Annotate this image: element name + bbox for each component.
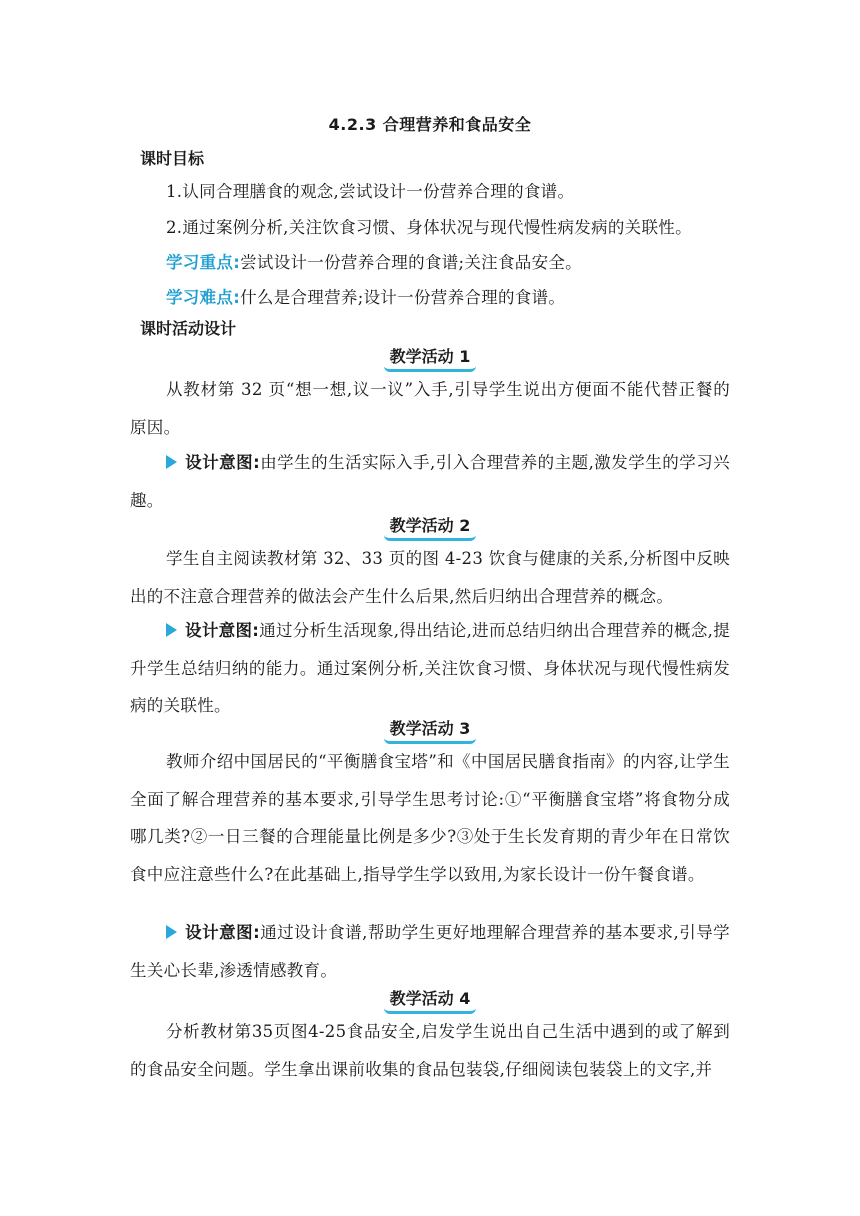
activity-label: 教学活动 4 bbox=[384, 986, 477, 1014]
goal-item: 1.认同合理膳食的观念,尝试设计一份营养合理的食谱。 bbox=[166, 182, 575, 201]
intent-text: 通过分析生活现象,得出结论,进而总结归纳出合理营养的概念,提升学生总结归纳的能力。通过案例分析,关注饮食习惯、身体状况与现代慢性病发病的关联性。 bbox=[130, 621, 730, 715]
activity-heading bbox=[0, 344, 860, 372]
activity-body: 教师介绍中国居民的“平衡膳食宝塔”和《中国居民膳食指南》的内容,让学生全面了解合理营养的基本要求,引导学生思考讨论:①“平衡膳食宝塔”将食物分成哪几类?②一日三餐的合理能量比例是多少?③处于生长发育期的青少年在日常饮食中应注意些什么?在此基础上,指导学生学以致用,为家长设计一份午餐食谱。 bbox=[130, 752, 730, 884]
activity-body: 分析教材第35页图4-25食品安全,启发学生说出自己生活中遇到的或了解到的食品安全问题。学生拿出课前收集的食品包装袋,仔细阅读包装袋上的文字,并 bbox=[130, 1022, 730, 1079]
activity-heading bbox=[0, 513, 860, 541]
intent-label: 设计意图: bbox=[185, 923, 261, 942]
difficulty-label: 学习难点: bbox=[166, 288, 241, 307]
activity-heading bbox=[0, 716, 860, 744]
activity-heading bbox=[0, 986, 860, 1014]
activity-label: 教学活动 2 bbox=[384, 513, 477, 541]
design-intent bbox=[130, 914, 730, 989]
play-triangle-icon bbox=[166, 455, 177, 469]
difficulty-text: 什么是合理营养;设计一份营养合理的食谱。 bbox=[240, 288, 566, 307]
activities-heading: 课时活动设计 bbox=[140, 319, 237, 338]
intent-text: 通过设计食谱,帮助学生更好地理解合理营养的基本要求,引导学生关心长辈,渗透情感教育。 bbox=[130, 923, 730, 980]
key-point-line bbox=[166, 249, 582, 273]
key-point-label: 学习重点: bbox=[166, 253, 241, 272]
design-intent bbox=[130, 612, 730, 725]
goal-item: 2.通过案例分析,关注饮食习惯、身体状况与现代慢性病发病的关联性。 bbox=[166, 218, 692, 237]
intent-label: 设计意图: bbox=[185, 453, 261, 472]
intent-text: 由学生的生活实际入手,引入合理营养的主题,激发学生的学习兴趣。 bbox=[130, 453, 730, 510]
design-intent bbox=[130, 444, 730, 519]
intent-label: 设计意图: bbox=[185, 621, 260, 640]
activity-body: 学生自主阅读教材第 32、33 页的图 4-23 饮食与健康的关系,分析图中反映出的不注意合理营养的做法会产生什么后果,然后归纳出合理营养的概念。 bbox=[130, 549, 730, 606]
activity-label: 教学活动 3 bbox=[384, 716, 477, 744]
activity-body: 从教材第 32 页“想一想,议一议”入手,引导学生说出方便面不能代替正餐的原因。 bbox=[130, 380, 730, 437]
difficulty-line bbox=[166, 284, 565, 308]
play-triangle-icon bbox=[166, 623, 177, 637]
activity-label: 教学活动 1 bbox=[384, 344, 477, 372]
goals-heading: 课时目标 bbox=[140, 149, 205, 168]
play-triangle-icon bbox=[166, 925, 177, 939]
page-title: 4.2.3 合理营养和食品安全 bbox=[328, 115, 532, 134]
key-point-text: 尝试设计一份营养合理的食谱;关注食品安全。 bbox=[240, 253, 582, 272]
